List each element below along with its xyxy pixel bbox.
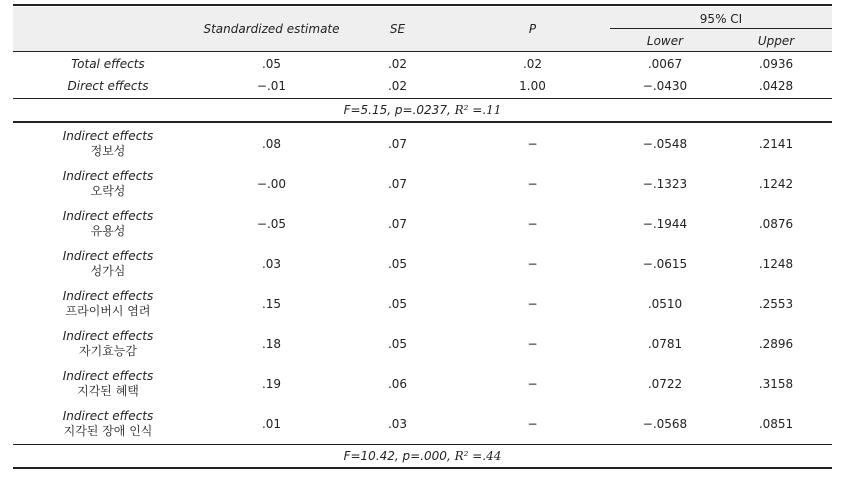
f-stat: F=10.42, <box>343 449 399 463</box>
upper-value: .2896 <box>758 337 794 351</box>
lower-value: −.1323 <box>642 177 688 191</box>
lower-value: .0722 <box>647 377 683 391</box>
lower-value: −.0430 <box>642 79 688 93</box>
p-value: − <box>527 177 538 191</box>
row-label: Direct effects <box>67 79 149 93</box>
section-rule <box>13 121 832 123</box>
p-value: − <box>527 217 538 231</box>
top-rule <box>13 4 832 6</box>
lower-value: .0781 <box>647 337 683 351</box>
lower-value: .0510 <box>647 297 683 311</box>
estimate-value: .19 <box>261 377 282 391</box>
variable-name: 지각된 장애 인식 <box>63 424 153 438</box>
upper-value: .2553 <box>758 297 794 311</box>
indirect-label: Indirect effects <box>62 409 154 423</box>
lower-value: .0067 <box>647 57 683 71</box>
upper-value: .0936 <box>758 57 794 71</box>
indirect-label: Indirect effects <box>62 329 154 343</box>
p-stat: p=.000, <box>402 449 451 463</box>
header-lower: Lower <box>646 34 684 48</box>
header-se: SE <box>389 22 406 36</box>
estimate-value: .01 <box>261 417 282 431</box>
row-label: Total effects <box>71 57 145 71</box>
upper-value: .2141 <box>758 137 794 151</box>
table-row <box>13 364 832 404</box>
se-value: .05 <box>387 297 408 311</box>
se-value: .05 <box>387 257 408 271</box>
se-value: .07 <box>387 177 408 191</box>
table-row <box>13 204 832 244</box>
table-row <box>13 404 832 444</box>
p-value: − <box>527 297 538 311</box>
se-value: .03 <box>387 417 408 431</box>
table-row <box>13 124 832 164</box>
se-value: .02 <box>387 57 408 71</box>
upper-value: .0876 <box>758 217 794 231</box>
p-value: − <box>527 137 538 151</box>
upper-value: .1242 <box>758 177 794 191</box>
variable-name: 유용성 <box>90 224 126 238</box>
indirect-label: Indirect effects <box>62 209 154 223</box>
p-value: − <box>527 377 538 391</box>
lower-value: −.0568 <box>642 417 688 431</box>
ci-subrule <box>610 28 832 29</box>
variable-name: 오락성 <box>90 184 126 198</box>
variable-name: 정보성 <box>90 144 126 158</box>
header-estimate: Standardized estimate <box>203 22 340 36</box>
indirect-label: Indirect effects <box>62 129 154 143</box>
header-upper: Upper <box>757 34 795 48</box>
model-stats-1 <box>13 99 832 121</box>
f-stat: F=5.15, <box>343 103 392 117</box>
estimate-value: −.00 <box>256 177 287 191</box>
header-rule <box>13 51 832 52</box>
lower-value: −.1944 <box>642 217 688 231</box>
estimate-value: .03 <box>261 257 282 271</box>
p-value: − <box>527 257 538 271</box>
estimate-value: −.05 <box>256 217 287 231</box>
table-row <box>13 53 832 75</box>
lower-value: −.0615 <box>642 257 688 271</box>
variable-name: 성가심 <box>90 264 126 278</box>
p-value: 1.00 <box>519 79 546 93</box>
table-row <box>13 164 832 204</box>
p-value: − <box>527 337 538 351</box>
upper-value: .1248 <box>758 257 794 271</box>
indirect-label: Indirect effects <box>62 169 154 183</box>
se-value: .02 <box>387 79 408 93</box>
se-value: .07 <box>387 217 408 231</box>
upper-value: .0851 <box>758 417 794 431</box>
table-row <box>13 284 832 324</box>
estimate-value: .15 <box>261 297 282 311</box>
se-value: .06 <box>387 377 408 391</box>
model-stats-2 <box>13 445 832 467</box>
upper-value: .0428 <box>758 79 794 93</box>
variable-name: 지각된 혜택 <box>77 384 139 398</box>
bottom-rule <box>13 467 832 469</box>
p-stat: p=.0237, <box>394 103 451 117</box>
header-ci: 95% CI <box>699 12 743 26</box>
estimate-value: .18 <box>261 337 282 351</box>
se-value: .05 <box>387 337 408 351</box>
estimate-value: .05 <box>261 57 282 71</box>
p-value: .02 <box>522 57 543 71</box>
table-row <box>13 75 832 97</box>
lower-value: −.0548 <box>642 137 688 151</box>
variable-name: 자기효능감 <box>79 344 137 358</box>
header-p: P <box>528 22 537 36</box>
r2-stat: R² =.11 <box>454 103 502 117</box>
se-value: .07 <box>387 137 408 151</box>
estimate-value: .08 <box>261 137 282 151</box>
indirect-label: Indirect effects <box>62 249 154 263</box>
estimate-value: −.01 <box>256 79 287 93</box>
indirect-label: Indirect effects <box>62 369 154 383</box>
table-row <box>13 324 832 364</box>
p-value: − <box>527 417 538 431</box>
variable-name: 프라이버시 염려 <box>65 304 151 318</box>
r2-stat: R² =.44 <box>454 449 502 463</box>
upper-value: .3158 <box>758 377 794 391</box>
indirect-label: Indirect effects <box>62 289 154 303</box>
table-header <box>13 7 832 51</box>
table-row <box>13 244 832 284</box>
